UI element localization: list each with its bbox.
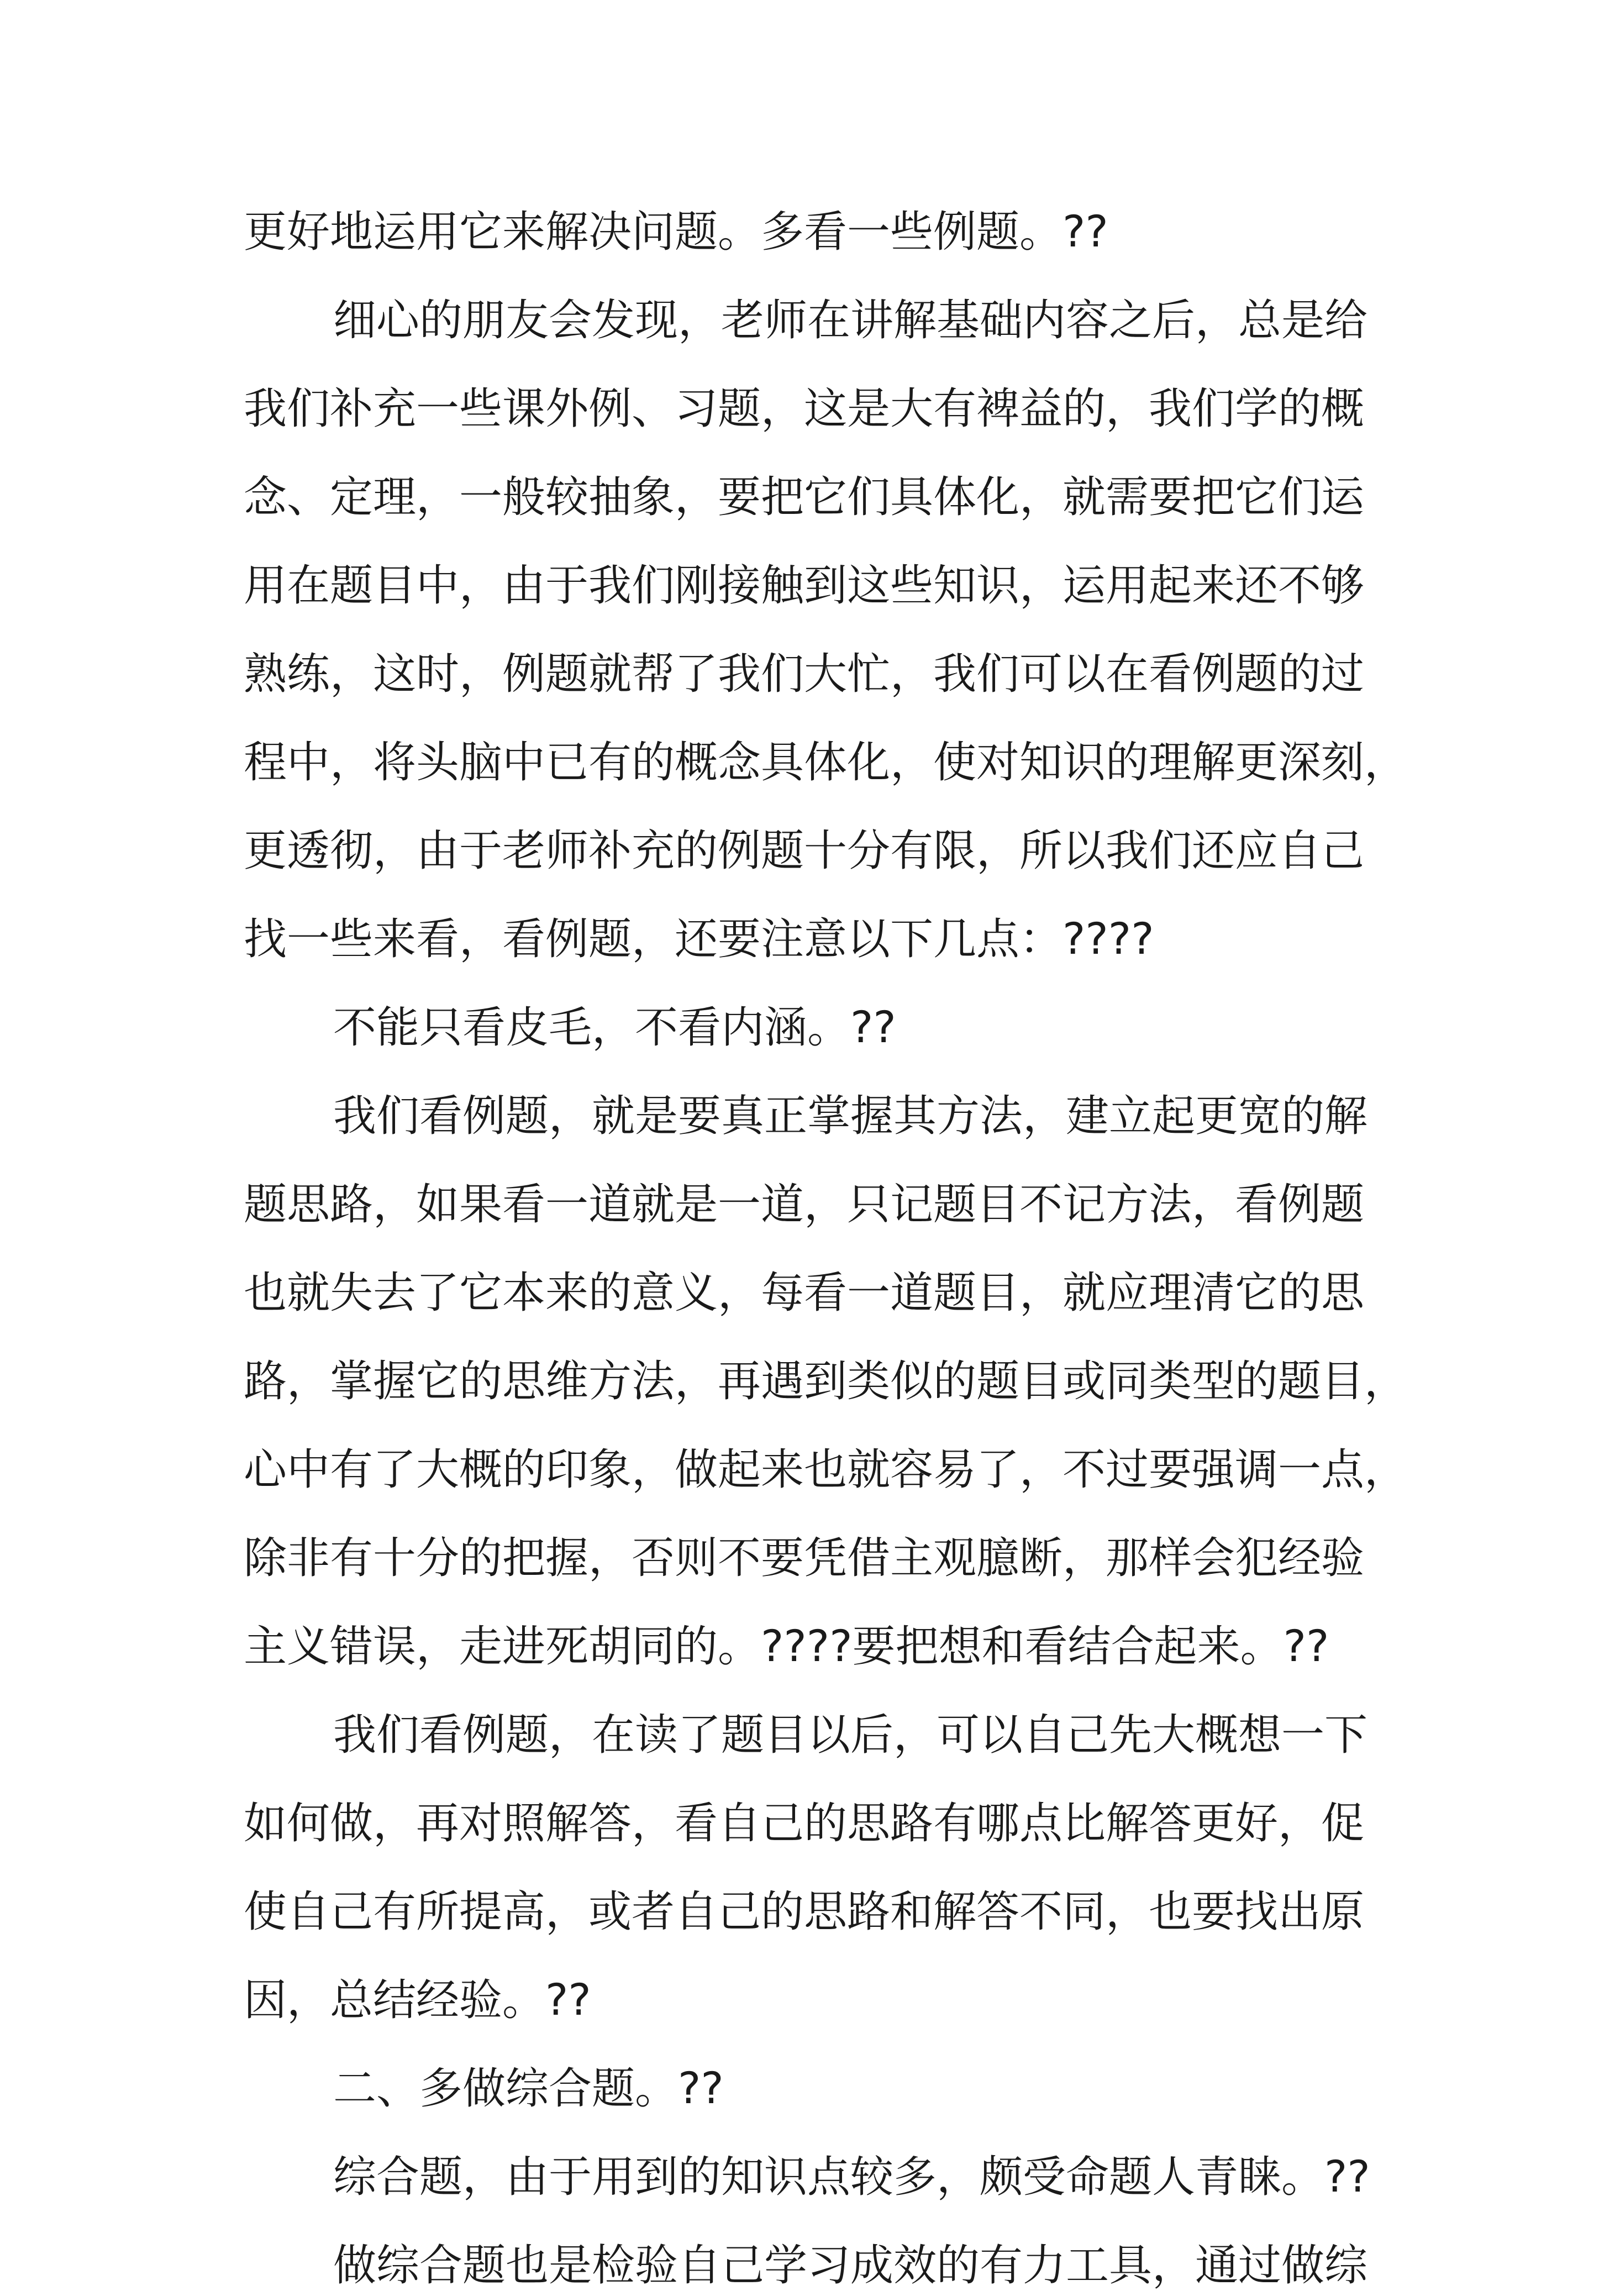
text-line: 做综合题也是检验自己学习成效的有力工具，通过做综 — [333, 2241, 1368, 2290]
text-line: 综合题，由于用到的知识点较多，颇受命题人青睐。?? — [333, 2152, 1370, 2202]
text-line: 心中有了大概的印象，做起来也就容易了，不过要强调一点， — [244, 1445, 1408, 1495]
text-line: 题思路，如果看一道就是一道，只记题目不记方法，看例题 — [244, 1180, 1365, 1230]
text-line: 除非有十分的把握，否则不要凭借主观臆断，那样会犯经验 — [244, 1533, 1365, 1583]
text-line: 因，总结经验。?? — [244, 1975, 591, 2025]
text-line: 程中，将头脑中已有的概念具体化，使对知识的理解更深刻， — [244, 738, 1408, 787]
text-line: 熟练，这时，例题就帮了我们大忙，我们可以在看例题的过 — [244, 649, 1365, 699]
text-line: 找一些来看，看例题，还要注意以下几点：???? — [244, 915, 1154, 964]
text-line: 二、多做综合题。?? — [333, 2064, 724, 2114]
text-line: 我们看例题，在读了题目以后，可以自己先大概想一下 — [333, 1710, 1368, 1760]
text-line: 更透彻，由于老师补充的例题十分有限，所以我们还应自己 — [244, 826, 1365, 876]
text-line: 念、定理，一般较抽象，要把它们具体化，就需要把它们运 — [244, 472, 1365, 522]
text-line: 也就失去了它本来的意义，每看一道题目，就应理清它的思 — [244, 1268, 1365, 1318]
text-line: 我们看例题，就是要真正掌握其方法，建立起更宽的解 — [333, 1091, 1368, 1141]
text-line: 路，掌握它的思维方法，再遇到类似的题目或同类型的题目， — [244, 1357, 1408, 1406]
text-line: 用在题目中，由于我们刚接触到这些知识，运用起来还不够 — [244, 561, 1365, 611]
text-line: 不能只看皮毛，不看内涵。?? — [333, 1003, 896, 1053]
text-line: 如何做，再对照解答，看自己的思路有哪点比解答更好，促 — [244, 1799, 1365, 1848]
text-line: 细心的朋友会发现，老师在讲解基础内容之后，总是给 — [333, 296, 1368, 345]
text-line: 我们补充一些课外例、习题，这是大有裨益的，我们学的概 — [244, 384, 1365, 434]
text-line: 主义错误，走进死胡同的。????要把想和看结合起来。?? — [244, 1622, 1329, 1672]
text-line: 使自己有所提高，或者自己的思路和解答不同，也要找出原 — [244, 1887, 1365, 1937]
text-line: 更好地运用它来解决问题。多看一些例题。?? — [244, 207, 1108, 257]
